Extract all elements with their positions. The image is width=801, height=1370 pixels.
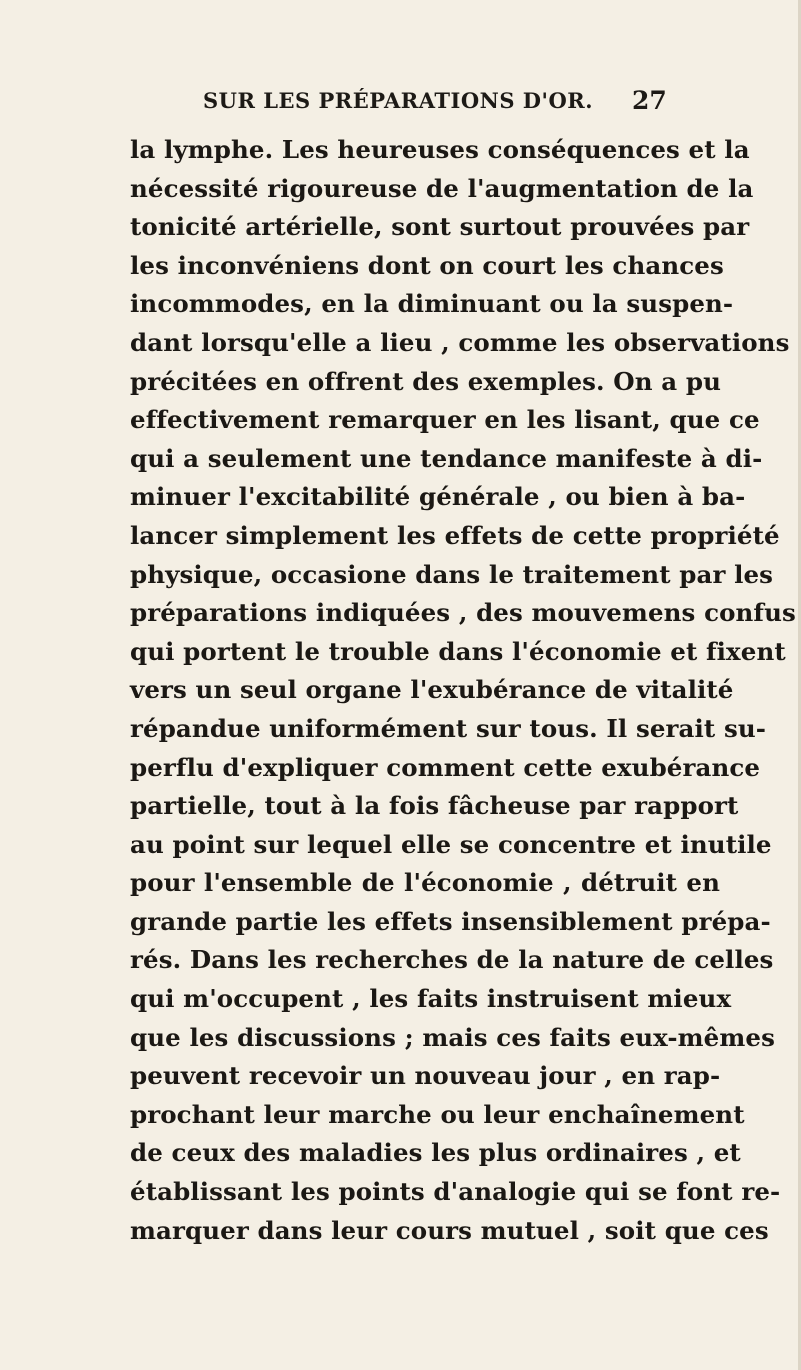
page-number: 27 — [632, 86, 667, 115]
text-line: tonicité artérielle, sont surtout prouvées par — [130, 212, 750, 242]
text-line: de ceux des maladies les plus ordinaires , et — [130, 1138, 741, 1168]
text-line: préparations indiquées , des mouvemens confus — [130, 598, 796, 628]
text-line: les inconvéniens dont on court les chances — [130, 250, 724, 280]
text-line: prochant leur marche ou leur enchaînement — [130, 1099, 745, 1129]
text-line: précitées en offrent des exemples. On a pu — [130, 366, 722, 396]
text-line: répandue uniformément sur tous. Il serait su- — [130, 713, 767, 743]
text-line: effectivement remarquer en les lisant, que ce — [130, 405, 760, 435]
text-line: nécessité rigoureuse de l'augmentation de la — [130, 173, 754, 203]
text-line: physique, occasione dans le traitement par les — [130, 559, 774, 589]
page-header — [100, 84, 740, 124]
text-line: lancer simplement les effets de cette propriété — [130, 520, 780, 550]
text-line: vers un seul organe l'exubérance de vitalité — [130, 675, 734, 705]
text-line: au point sur lequel elle se concentre et inutile — [130, 829, 772, 859]
running-head: SUR LES PRÉPARATIONS D'OR. — [203, 88, 594, 113]
text-line: que les discussions ; mais ces faits eux-mêmes — [130, 1022, 775, 1052]
text-line: pour l'ensemble de l'économie , détruit en — [130, 868, 720, 898]
text-line: grande partie les effets insensiblement prépa- — [130, 906, 771, 936]
text-line: rés. Dans les recherches de la nature de celles — [130, 945, 774, 975]
text-line: partielle, tout à la fois fâcheuse par rapport — [130, 791, 739, 821]
text-line: perflu d'expliquer comment cette exubérance — [130, 752, 761, 782]
text-line: qui m'occupent , les faits instruisent mieux — [130, 984, 732, 1014]
text-line: incommodes, en la diminuant ou la suspen- — [130, 289, 734, 319]
text-line: marquer dans leur cours mutuel , soit que ces — [130, 1215, 769, 1245]
text-line: établissant les points d'analogie qui se font re- — [130, 1177, 781, 1207]
text-line: qui portent le trouble dans l'économie et fixent — [130, 636, 786, 666]
text-line: qui a seulement une tendance manifeste à di- — [130, 443, 763, 473]
text-line: la lymphe. Les heureuses conséquences et la — [130, 135, 750, 164]
text-line: dant lorsqu'elle a lieu , comme les observations — [130, 327, 790, 357]
text-line: minuer l'excitabilité générale , ou bien à ba- — [130, 482, 746, 512]
body-text — [130, 131, 796, 1250]
text-line: peuvent recevoir un nouveau jour , en rap- — [130, 1061, 721, 1091]
